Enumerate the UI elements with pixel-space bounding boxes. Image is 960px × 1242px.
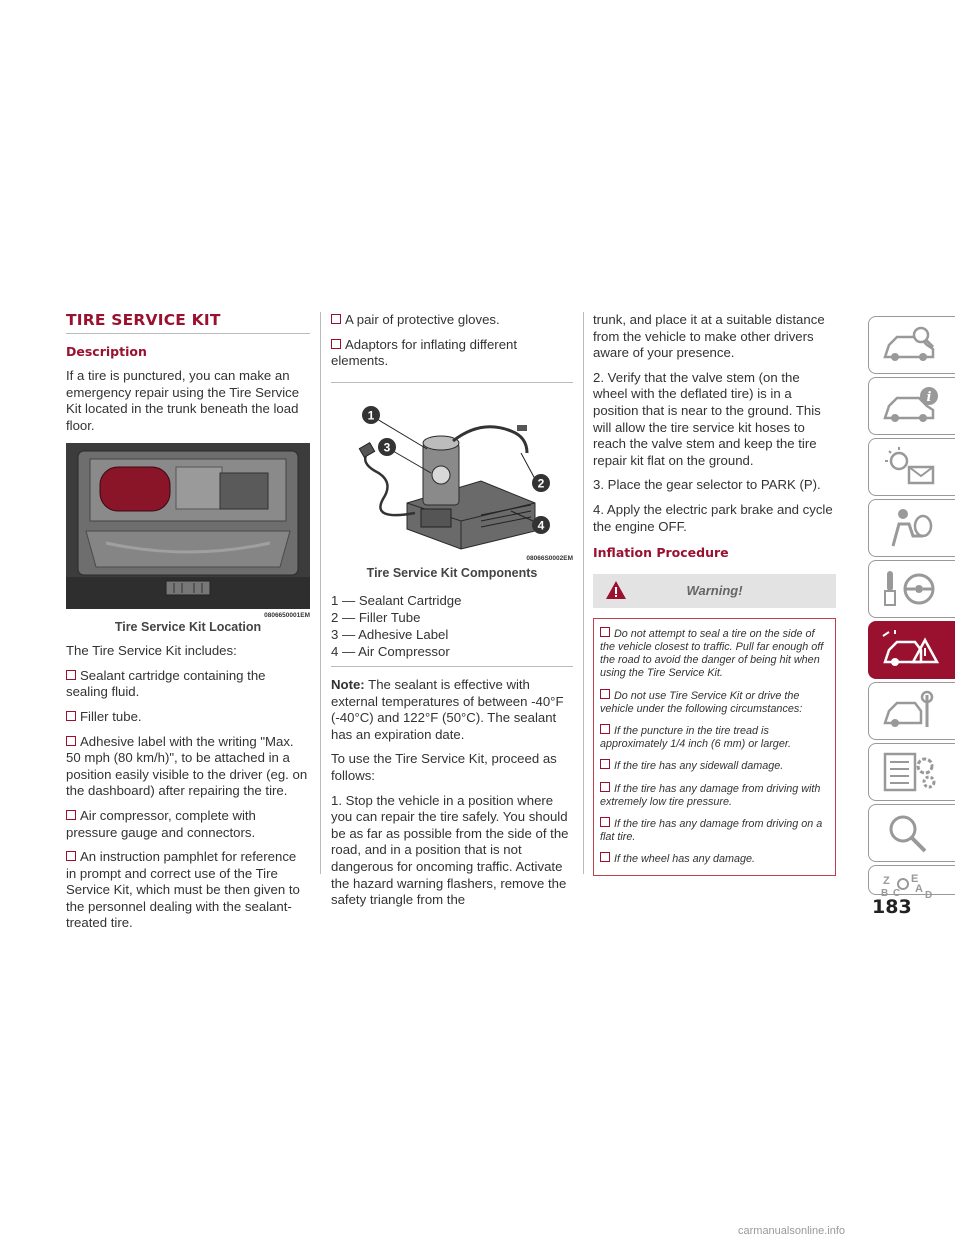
svg-text:i: i <box>926 390 932 405</box>
tab-warning-lights[interactable] <box>868 438 955 496</box>
compressor-illustration <box>331 391 573 551</box>
alphabet-index-icon <box>879 872 943 898</box>
tab-steering-controls[interactable] <box>868 560 955 618</box>
callout-4: 4 <box>537 518 545 533</box>
svg-text:D: D <box>925 890 933 898</box>
svg-text:C: C <box>893 888 901 898</box>
car-service-icon <box>879 689 943 733</box>
column-1 <box>66 312 310 940</box>
trunk-illustration <box>66 443 310 609</box>
column-divider <box>583 312 584 874</box>
procedure-lead: To use the Tire Service Kit, proceed as follows: <box>331 751 557 783</box>
includes-lead: The Tire Service Kit includes: <box>66 643 237 659</box>
list-item: An instruction pamphlet for reference in prompt and correct use of the Tire Service Kit, which must be then given to the personnel dealing with the sealant-treated tire. <box>66 849 300 931</box>
car-emergency-icon <box>879 628 943 672</box>
list-item: A pair of protective gloves. <box>331 312 573 329</box>
legend-item: 3 — Adhesive Label <box>331 626 449 642</box>
column-2 <box>331 312 573 917</box>
warning-item: If the wheel has any damage. <box>600 852 829 866</box>
figure-code: 0806650001EM <box>264 611 310 619</box>
checkbox-icon <box>66 736 76 746</box>
tab-emergency[interactable] <box>868 621 955 679</box>
trunk-figure <box>66 443 310 609</box>
car-info-icon <box>879 384 943 428</box>
svg-text:A: A <box>915 883 923 895</box>
tab-alphabet-index[interactable] <box>868 865 955 898</box>
step-1: 1. Stop the vehicle in a position where you can repair the tire safely. You should be as far as possible from the side of the road, and in a position that is not dangerous for oncoming traffic. Activate the hazard warning flashers, remove the safety triangle from the <box>331 792 569 908</box>
checkbox-icon <box>600 782 610 792</box>
legend <box>331 592 573 667</box>
callout-2: 2 <box>537 476 545 491</box>
checkbox-icon <box>600 852 610 862</box>
list-item: Air compressor, complete with pressure gauge and connectors. <box>66 807 256 840</box>
warning-box <box>593 618 836 876</box>
tab-car-service[interactable] <box>868 682 955 740</box>
svg-text:B: B <box>881 888 889 898</box>
list-item: Adaptors for inflating different elements. <box>331 336 518 369</box>
spec-list-icon <box>879 750 943 794</box>
intro-paragraph: If a tire is punctured, you can make an emergency repair using the Tire Service Kit located in the trunk beneath the load floor. <box>66 368 300 433</box>
column-divider <box>320 312 321 874</box>
section-title: TIRE SERVICE KIT <box>66 312 310 334</box>
step-4: 4. Apply the electric park brake and cycle the engine OFF. <box>593 501 833 534</box>
checkbox-icon <box>600 627 610 637</box>
warning-header <box>593 574 836 608</box>
warning-item: If the tire has any damage from driving with extremely low tire pressure. <box>600 782 821 808</box>
tab-specifications[interactable] <box>868 743 955 801</box>
checkbox-icon <box>66 670 76 680</box>
checkbox-icon <box>66 711 76 721</box>
list-item: Adhesive label with the writing "Max. 50 mph (80 km/h)", to be attached in a position easily visible to the driver (eg. on the dashboard) after repairing the tire. <box>66 733 308 799</box>
warning-item: Do not use Tire Service Kit or drive the vehicle under the following circumstances: <box>600 689 803 715</box>
note: Note: The sealant is effective with external temperatures of between -40°F (-40°C) and 122°F (50°C). The sealant has an expiration date. <box>331 676 564 742</box>
tab-car-search[interactable] <box>868 316 955 374</box>
page-number: 183 <box>872 896 912 918</box>
warning-item: If the tire has any sidewall damage. <box>600 759 829 773</box>
list-item: Filler tube. <box>66 709 310 726</box>
callout-1: 1 <box>367 408 375 423</box>
tab-car-info[interactable] <box>868 377 955 435</box>
list-item: Sealant cartridge containing the sealing fluid. <box>66 667 266 700</box>
tab-airbag-safety[interactable] <box>868 499 955 557</box>
checkbox-icon <box>66 851 76 861</box>
checkbox-icon <box>600 724 610 734</box>
warning-title: Warning! <box>686 582 743 598</box>
adhesive-label <box>432 466 450 484</box>
checkbox-icon <box>331 339 341 349</box>
step-3: 3. Place the gear selector to PARK (P). <box>593 477 821 493</box>
column-3 <box>593 312 836 876</box>
svg-text:Z: Z <box>883 875 890 887</box>
legend-item: 4 — Air Compressor <box>331 643 450 659</box>
car-search-icon <box>879 323 943 367</box>
checkbox-icon <box>331 314 341 324</box>
sealant-highlight <box>100 467 170 511</box>
warning-item: If the puncture in the tire tread is approximately 1/4 inch (6 mm) or larger. <box>600 724 792 751</box>
checkbox-icon <box>600 759 610 769</box>
figure-code: 08066S0002EM <box>526 555 573 563</box>
figure-caption: Tire Service Kit Location <box>114 619 262 634</box>
checkbox-icon <box>66 810 76 820</box>
inflation-heading: Inflation Procedure <box>593 545 729 561</box>
checkbox-icon <box>600 817 610 827</box>
figure-caption: Tire Service Kit Components <box>366 566 538 581</box>
airbag-person-icon <box>879 506 943 550</box>
steering-controls-icon <box>879 567 943 611</box>
legend-item: 1 — Sealant Cartridge <box>331 592 462 608</box>
checkbox-icon <box>600 689 610 699</box>
components-figure <box>331 382 573 582</box>
legend-item: 2 — Filler Tube <box>331 609 421 625</box>
step-1-cont: trunk, and place it at a suitable distance from the vehicle to make other drivers aware of your presence. <box>593 312 825 361</box>
svg-text:E: E <box>911 873 919 885</box>
warning-item: Do not attempt to seal a tire on the side of the vehicle closest to traffic. Pull far enough off the road to avoid the danger of being hit when using the Tire Service Kit. <box>600 627 824 680</box>
description-heading: Description <box>66 343 147 359</box>
step-2: 2. Verify that the valve stem (on the wheel with the deflated tire) is in a position that is near to the ground. This will allow the tire service kit hoses to reach the valve stem and keep the tire repair kit flat on the ground. <box>593 369 821 468</box>
callout-3: 3 <box>383 440 391 455</box>
tab-search[interactable] <box>868 804 955 862</box>
watermark: carmanualsonline.info <box>738 1225 846 1237</box>
warning-item: If the tire has any damage from driving on a flat tire. <box>600 817 823 844</box>
warning-lights-icon <box>879 445 943 489</box>
note-label: Note: <box>331 676 365 692</box>
search-icon <box>879 811 943 855</box>
